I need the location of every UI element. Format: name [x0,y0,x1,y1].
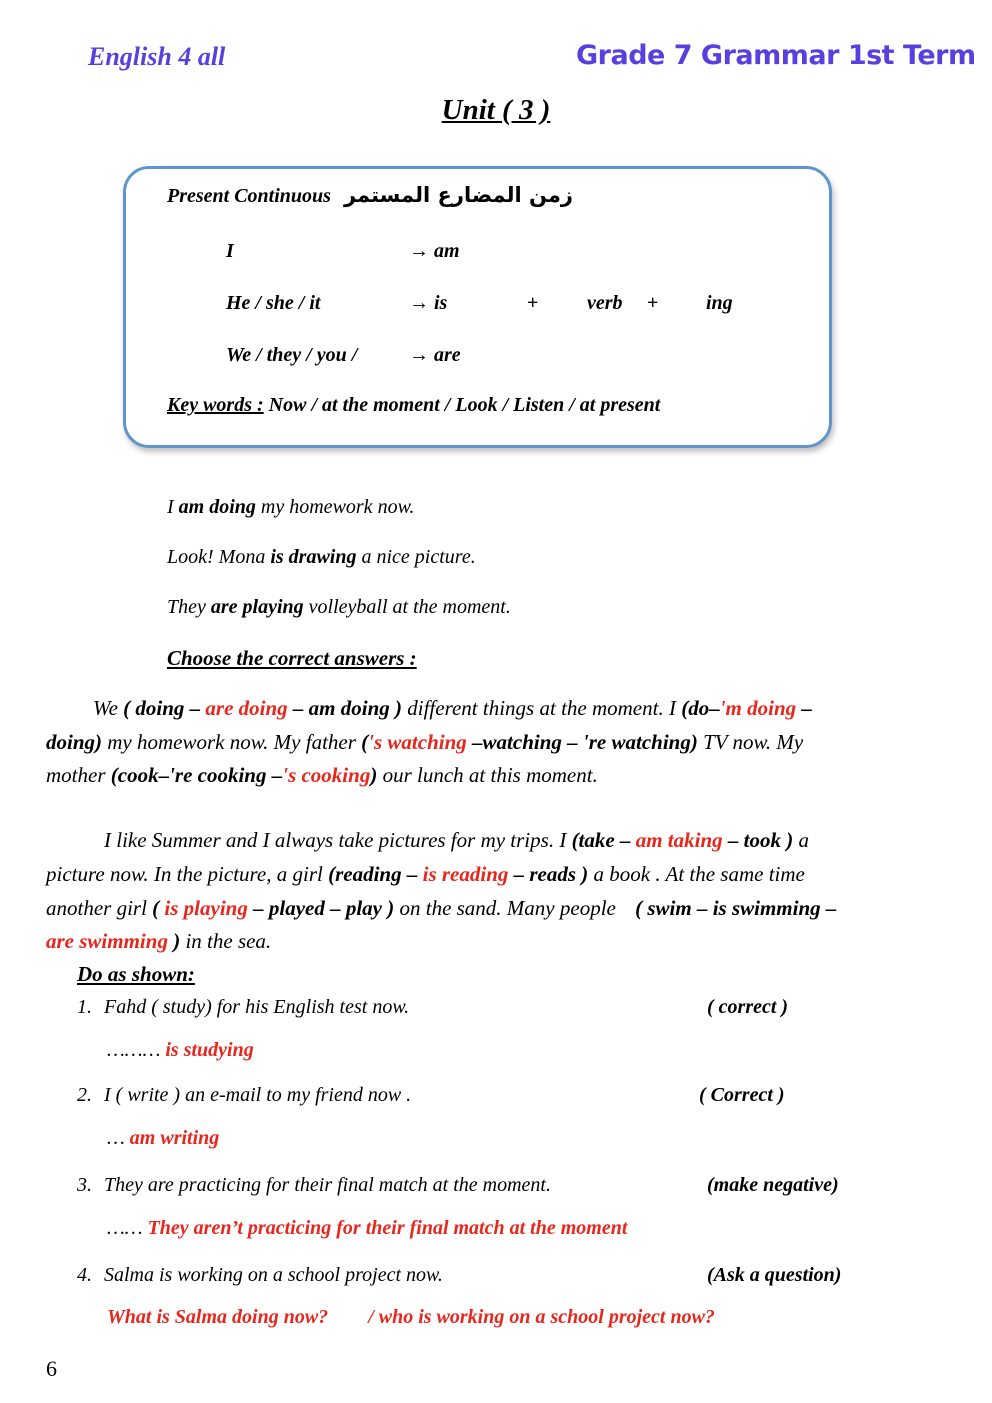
exercise-4-instruction: (Ask a question) [707,1264,842,1286]
rule-verb-3: → are [409,344,461,366]
choose-heading: Choose the correct answers : [167,646,417,670]
exercise-item-4: 4. Salma is working on a school project now. [77,1264,443,1286]
answer-are-doing: are doing [205,696,288,720]
rule-verb-2: → is [409,292,448,314]
rule-box-title [167,183,573,208]
answer-am-taking: am taking [635,828,723,852]
page-number: 6 [46,1356,57,1381]
choose-p2-line-2: picture now. In the picture, a girl (reading – is reading – reads ) a book . At the same time [46,862,805,886]
example-sentence-3: They are playing volleyball at the moment. [167,596,511,618]
rule-title-en: Present Continuous [167,185,331,207]
exercise-1-answer: ……… is studying [107,1039,254,1061]
exercise-2-answer: … am writing [107,1127,220,1149]
exercise-3-instruction: (make negative) [707,1174,839,1196]
formula-plus-2: + [647,292,659,314]
choose-p1-line-3: mother (cook–'re cooking –'s cooking) our lunch at this moment. [46,763,598,787]
header-right-title: Grade 7 Grammar 1st Term [576,40,976,71]
exercise-item-1: 1. Fahd ( study) for his English test now. [77,996,410,1018]
formula-verb: verb [587,292,623,314]
key-words-label: Key words : [167,394,264,416]
exercise-item-3: 3. They are practicing for their final match at the moment. [77,1174,551,1196]
rule-subject-3: We / they / you / [226,344,358,366]
example-sentence-1: I am doing my homework now. [167,496,415,518]
exercise-1-instruction: ( correct ) [707,996,789,1018]
header-left-title: English 4 all [88,42,226,71]
rule-subject-2: He / she / it [226,292,321,314]
example-sentence-2: Look! Mona is drawing a nice picture. [167,546,476,568]
exercise-item-2: 2. I ( write ) an e-mail to my friend now . [77,1084,412,1106]
rule-subject-1: I [226,240,234,262]
key-words-list: Now / at the moment / Look / Listen / at present [268,394,661,416]
choose-p2-line-4: are swimming ) in the sea. [46,929,272,953]
exercise-4-answer: What is Salma doing now? / who is working on a school project now? [107,1306,715,1328]
key-words-line [167,394,660,417]
choose-p2-line-1: I like Summer and I always take pictures for my trips. I (take – am taking – took ) a [104,828,809,852]
choose-p1-line-2: doing) my homework now. My father ('s watching –watching – 're watching) TV now. My [46,730,804,754]
answer-s-watching: 's watching [368,730,467,754]
rule-verb-1: → am [409,240,460,262]
answer-m-doing: 'm doing [719,696,797,720]
rule-title-ar: زمن المضارع المستمر [343,183,573,207]
answer-is-playing: is playing [164,896,248,920]
answer-is-reading: is reading [422,862,509,886]
choose-p2-line-3: another girl ( is playing – played – play ) on the sand. Many people ( swim – is swimming – [46,896,837,920]
formula-plus-1: + [527,292,539,314]
do-as-shown-heading: Do as shown: [77,962,195,986]
exercise-2-instruction: ( Correct ) [699,1084,785,1106]
exercise-3-answer: …… They aren’t practicing for their final match at the moment [107,1217,628,1239]
unit-title: Unit ( 3 ) [441,94,551,126]
answer-are-swimming: are swimming [46,929,168,953]
formula-ing: ing [706,292,733,314]
choose-p1-line-1: We ( doing – are doing – am doing ) different things at the moment. I (do–'m doing – [93,696,812,720]
answer-s-cooking: 's cooking [282,763,371,787]
